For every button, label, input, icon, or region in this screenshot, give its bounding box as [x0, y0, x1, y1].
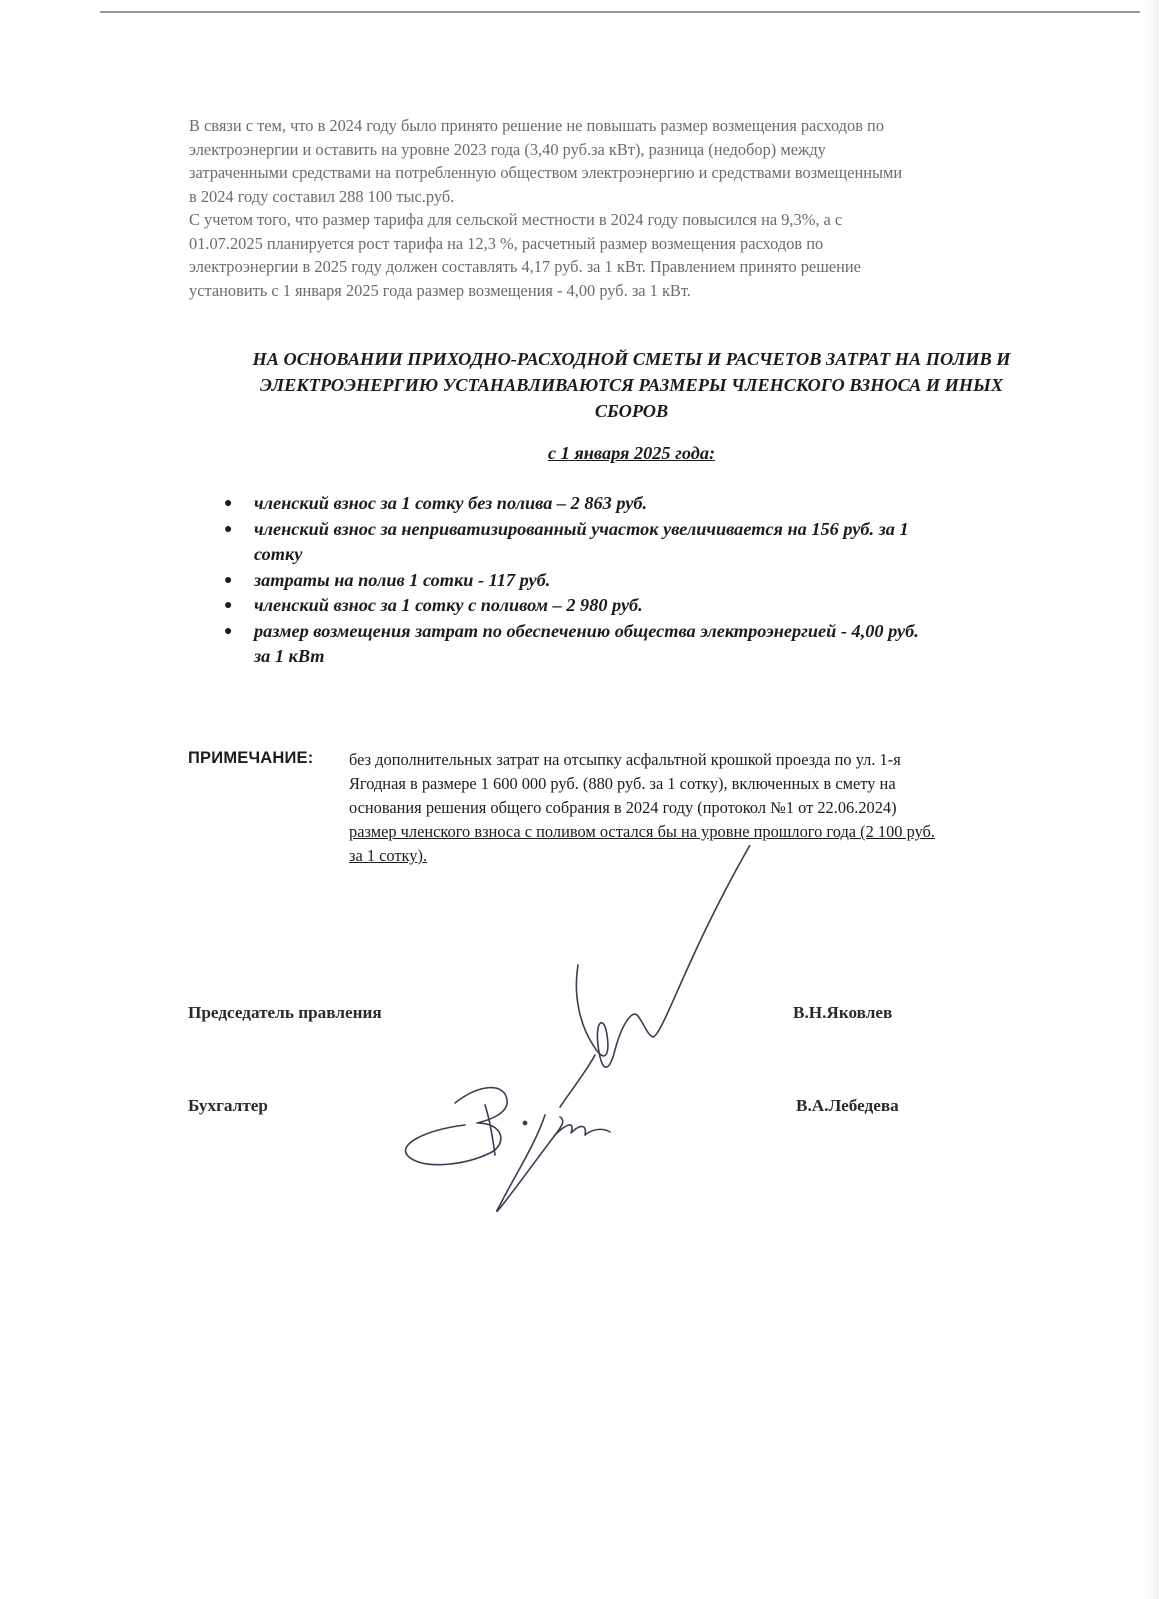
rate-item-fee-without-watering	[220, 491, 1080, 517]
rates-list	[220, 491, 1080, 670]
rate-item-unprivatized-surcharge	[220, 517, 1080, 568]
accountant-role: Бухгалтер	[188, 1096, 268, 1115]
accountant-signature-stroke	[406, 1088, 508, 1165]
accountant-name: В.А.Лебедева	[796, 1096, 899, 1115]
note-label: ПРИМЕЧАНИЕ:	[188, 749, 314, 767]
intro-paragraph-1: В связи с тем, что в 2024 году было принято решение не повышать размер возмещения расходов по электроэнергии и оставить на уровне 2023 года (3,40 руб.за кВт), разница (недобор) между затраченными средствами на потребленную обществом электроэнергию и средствами возмещенными в 2024 году составил 288 100 тыс.руб.	[189, 116, 903, 206]
chairman-role: Председатель правления	[188, 1003, 382, 1022]
handwritten-signatures	[395, 845, 775, 1225]
section-heading: НА ОСНОВАНИИ ПРИХОДНО-РАСХОДНОЙ СМЕТЫ И РАСЧЕТОВ ЗАТРАТ НА ПОЛИВ И ЭЛЕКТРОЭНЕРГИЮ УСТАНАВЛИВАЮТСЯ РАЗМЕРЫ ЧЛЕНСКОГО ВЗНОСА И ИНЫХ СБОРОВ	[252, 349, 1011, 421]
intro-section	[189, 114, 1099, 302]
effective-date: с 1 января 2025 года:	[547, 443, 716, 463]
chairman-signature-stroke	[560, 1055, 595, 1107]
bullet-icon: ●	[224, 572, 233, 588]
bullet-icon: ●	[224, 521, 233, 537]
scan-right-edge	[1145, 0, 1159, 1599]
accountant-signature-stroke	[485, 1105, 495, 1155]
rate-item-fee-with-watering	[220, 593, 1080, 619]
rate-item-text: затраты на полив 1 сотки - 117 руб.	[254, 569, 551, 590]
rate-item-watering-cost	[220, 568, 1080, 594]
rate-item-text: членский взнос за неприватизированный участок увеличивается на 156 руб. за 1 сотку	[254, 518, 909, 564]
accountant-signature-stroke	[497, 1115, 563, 1211]
scan-top-edge	[100, 11, 1140, 13]
chairman-name: В.Н.Яковлев	[793, 1003, 893, 1022]
bullet-icon: ●	[224, 623, 233, 639]
rate-item-electricity-reimbursement	[220, 619, 1080, 670]
note-text-part-1: без дополнительных затрат на отсыпку асфальтной крошкой проезда по ул. 1-я Ягодная в размере 1 600 000 руб. (880 руб. за 1 сотку), включенных в смету на основания решения общего собрания в 2024 году (протокол №1 от 22.06.2024)	[349, 750, 901, 817]
bullet-icon: ●	[224, 496, 233, 511]
bullet-icon: ●	[224, 598, 233, 613]
intro-paragraph-2: С учетом того, что размер тарифа для сельской местности в 2024 году повысился на 9,3%, а с 01.07.2025 планируется рост тарифа на 12,3 %, расчетный размер возмещения расходов по электроэнергии в 2025 году должен составлять 4,17 руб. за 1 кВт. Правлением принято решение установить с 1 января 2025 года размер возмещения - 4,00 руб. за 1 кВт.	[189, 210, 861, 300]
accountant-signature-stroke	[555, 1125, 610, 1135]
accountant-signature-dot	[523, 1121, 526, 1124]
rate-item-text: членский взнос за 1 сотку с поливом – 2 980 руб.	[254, 595, 643, 615]
rate-item-text: членский взнос за 1 сотку без полива – 2 863 руб.	[254, 493, 648, 513]
chairman-signature-stroke	[576, 845, 750, 1067]
rate-item-text: размер возмещения затрат по обеспечению общества электроэнергией - 4,00 руб. за 1 кВт	[254, 620, 919, 666]
note-text-part-2: размер членского взноса с поливом остался бы на уровне прошлого года (2 100 руб. за 1 сотку).	[349, 822, 935, 865]
